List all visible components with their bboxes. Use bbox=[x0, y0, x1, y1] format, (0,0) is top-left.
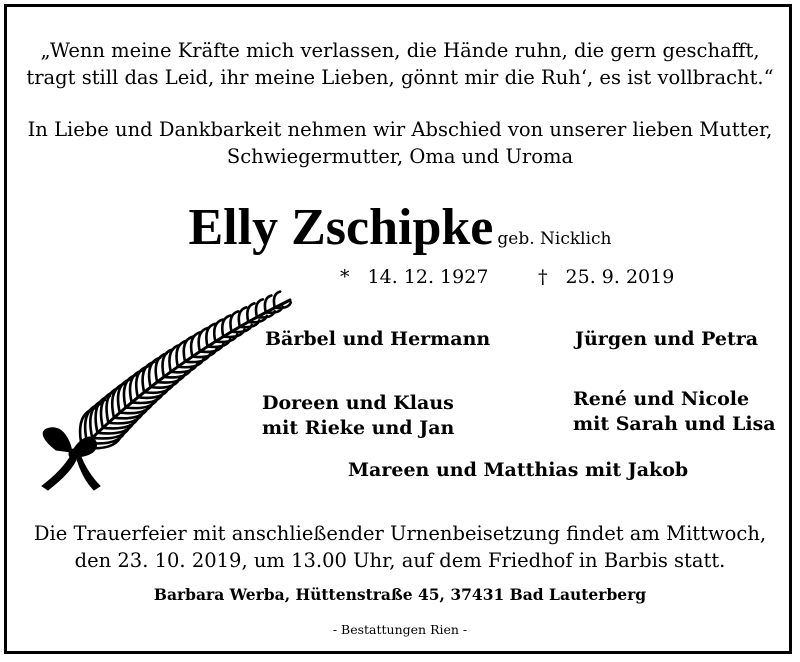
quote-line-1: „Wenn meine Kräfte mich verlassen, die Hände ruhn, die gern geschafft, bbox=[40, 39, 760, 62]
service-line-2: den 23. 10. 2019, um 13.00 Uhr, auf dem Friedhof in Barbis statt. bbox=[74, 549, 726, 572]
death-cross-icon: † bbox=[538, 266, 548, 288]
palm-frond-with-ribbon-icon bbox=[28, 290, 298, 510]
contact-address: Barbara Werba, Hüttenstraße 45, 37431 Bad Lauterberg bbox=[153, 585, 647, 604]
deceased-name: Elly Zschipke bbox=[188, 199, 494, 256]
birth-date: 14. 12. 1927 bbox=[367, 266, 489, 288]
birth-date-line bbox=[340, 266, 488, 288]
maiden-name: geb. Nicklich bbox=[497, 229, 612, 249]
mourner-right-2-line-1: René und Nicole bbox=[573, 388, 750, 410]
mourner-left-2-line-1: Doreen und Klaus bbox=[262, 392, 454, 414]
quote-line-2: tragt still das Leid, ihr meine Lieben, gönnt mir die Ruh‘, es ist vollbracht.“ bbox=[26, 66, 774, 89]
service-line-1: Die Trauerfeier mit anschließender Urnenbeisetzung findet am Mittwoch, bbox=[33, 522, 767, 545]
deceased-name-block bbox=[0, 198, 800, 257]
mourner-center: Mareen und Matthias mit Jakob bbox=[348, 459, 689, 481]
birth-star-icon: * bbox=[340, 266, 350, 288]
mourner-left-1: Bärbel und Hermann bbox=[265, 328, 491, 350]
intro-line-1: In Liebe und Dankbarkeit nehmen wir Abschied von unserer lieben Mutter, bbox=[27, 118, 773, 141]
mourner-right-2-line-2: mit Sarah und Lisa bbox=[573, 413, 776, 435]
death-date: 25. 9. 2019 bbox=[565, 266, 675, 288]
mourner-right-1: Jürgen und Petra bbox=[575, 328, 759, 350]
death-date-line bbox=[538, 266, 674, 288]
mourner-left-2-line-2: mit Rieke und Jan bbox=[262, 417, 455, 439]
intro-line-2: Schwiegermutter, Oma und Uroma bbox=[226, 145, 574, 168]
undertaker-name: - Bestattungen Rien - bbox=[332, 622, 468, 637]
